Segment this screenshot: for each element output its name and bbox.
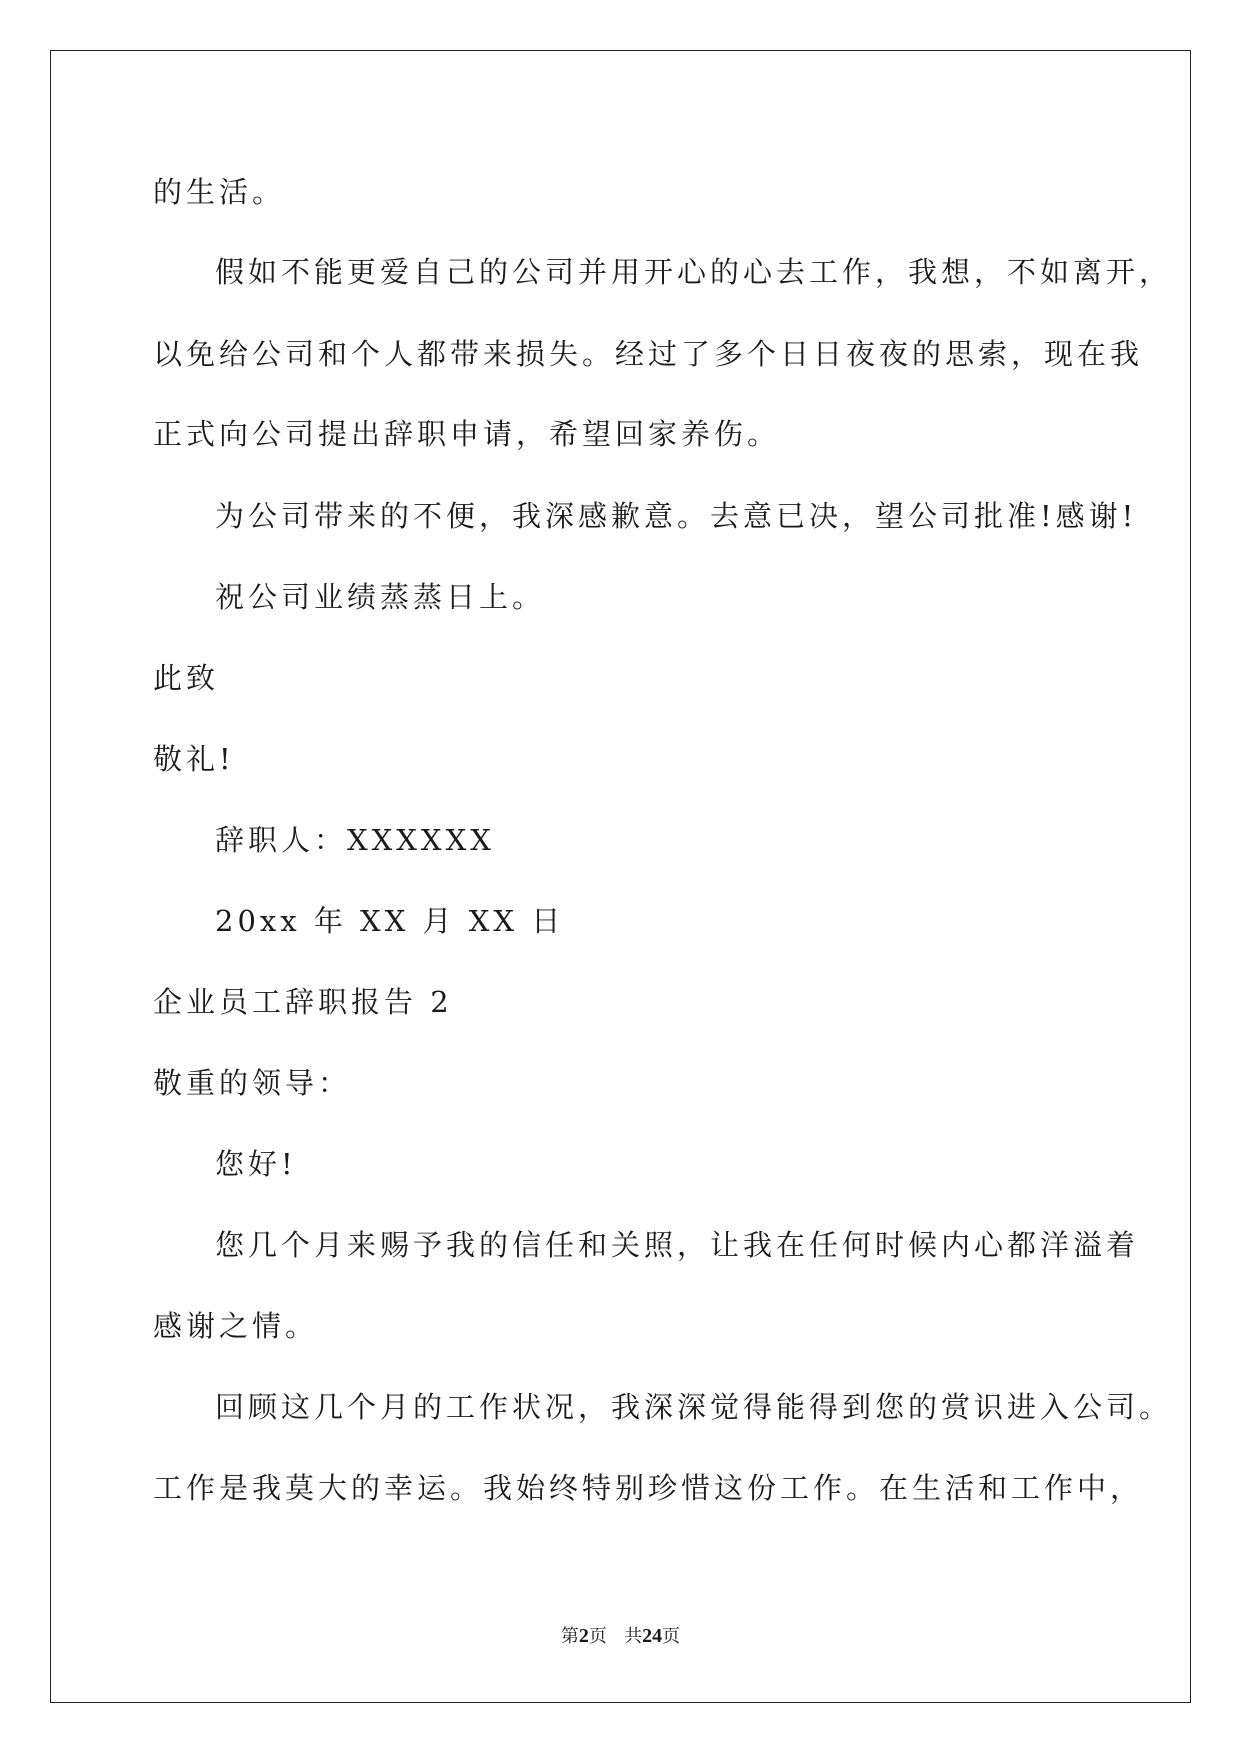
salutation-line: 敬礼! [153,742,235,776]
paragraph-line: 回顾这几个月的工作状况，我深深觉得能得到您的赏识进入公司。 [215,1390,1173,1424]
page-number: 2 [578,1625,589,1647]
footer-page-suffix: 页 [588,1626,607,1647]
paragraph-line: 以免给公司和个人都带来损失。经过了多个日日夜夜的思索，现在我 [153,337,1144,371]
footer-total-suffix: 页 [662,1626,681,1647]
paragraph-line: 的生活。 [153,175,286,209]
greeting-line: 敬重的领导： [153,1066,352,1100]
paragraph-line: 正式向公司提出辞职申请，希望回家养伤。 [153,417,781,451]
paragraph-line: 祝公司业绩蒸蒸日上。 [215,580,546,614]
signature-line: 辞职人：XXXXXX [215,823,495,857]
page-footer [0,1622,1241,1648]
greeting-line: 您好! [215,1147,297,1181]
paragraph-line: 为公司带来的不便，我深感歉意。去意已决，望公司批准!感谢! [215,499,1138,533]
paragraph-line: 感谢之情。 [153,1309,319,1343]
paragraph-line: 工作是我莫大的幸运。我始终特别珍惜这份工作。在生活和工作中， [153,1471,1144,1505]
footer-total-prefix: 共 [624,1626,643,1647]
paragraph-line: 您几个月来赐予我的信任和关照，让我在任何时候内心都洋溢着 [215,1228,1140,1262]
date-line: 20xx 年 XX 月 XX 日 [215,904,565,938]
salutation-line: 此致 [153,661,220,695]
footer-prefix: 第 [560,1626,579,1647]
total-pages: 24 [642,1625,663,1647]
paragraph-line: 假如不能更爱自己的公司并用开心的心去工作，我想，不如离开， [215,255,1173,289]
section-title: 企业员工辞职报告 2 [153,985,453,1019]
page-border [50,50,1191,1703]
